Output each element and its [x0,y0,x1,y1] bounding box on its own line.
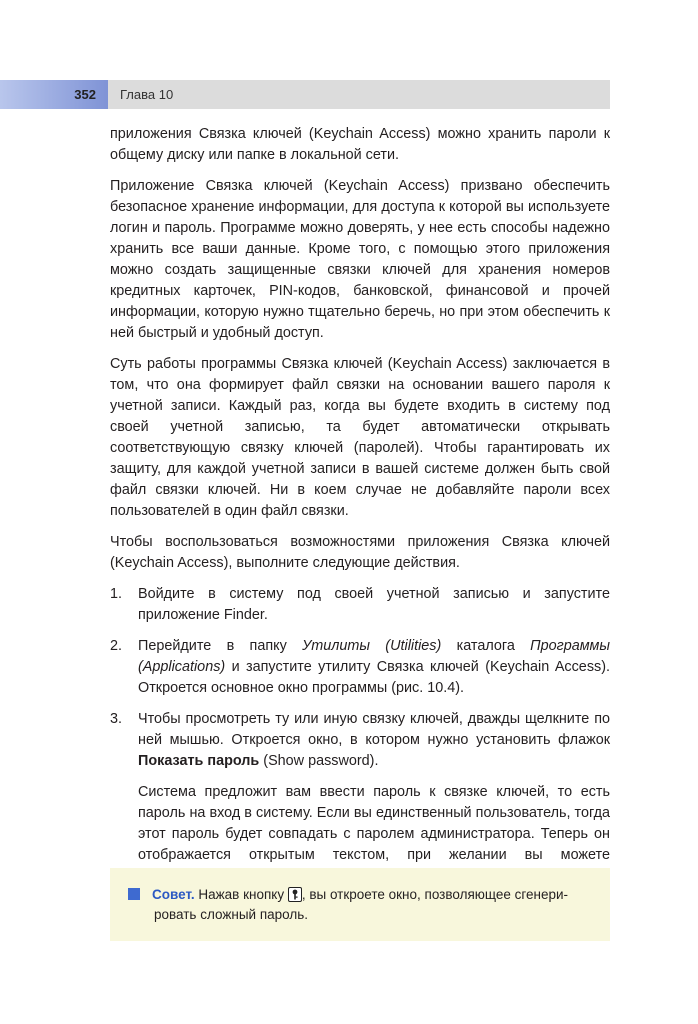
step-3-note: Система предложит вам ввести пароль к связке ключей, то есть пароль на вход в систему. Если вы единственный пользователь, тогда этот пароль будет совпадать с паролем администратора. Теперь он отображается открытым текстом, при желании вы можете [138,784,610,863]
paragraph-2: Приложение Связка ключей (Keychain Access) призвано обеспечить безопасное хранение информации, для доступа к которой вы используете логин и пароль. Программе можно доверять, у нее есть способы надежно хранить все ваши данные. Кроме того, с помощью этого приложения можно создать защищенные связки ключей для хранения номеров кредитных карточек, PIN-кодов, банковской, финансовой и прочей информации, которую нужно тщательно беречь, но при этом обеспечить к ней быстрый и удобный доступ. [110,178,610,341]
show-password-label: Показать пароль [138,753,260,769]
tip-text: Нажав кнопку [194,887,288,902]
step-text: Войдите в систему под своей учетной записью и запустите приложение Finder. [138,586,610,623]
list-item-3 [110,709,610,772]
chapter-title: Глава 10 [108,80,610,109]
key-icon [288,887,302,902]
list-item-1 [110,584,610,626]
page-number: 352 [0,80,108,109]
step-text: Чтобы просмотреть ту или иную связку ключей, дважды щелкните по ней мышью. Откроется окно, в котором нужно установить флажок [138,711,610,748]
tip-marker-icon [128,888,140,900]
steps-list [110,584,610,772]
step-text: Перейдите в папку [138,638,303,654]
paragraph-3: Суть работы программы Связка ключей (Keychain Access) заключается в том, что она формирует файл связки на основании вашего пароля к учетной записи. Каждый раз, когда вы будете входить в систему под своей учетной записью, та будет автоматически открывать соответствующую связку ключей (паролей). Чтобы гарантировать их защиту, для каждой учетной записи в вашей системе должен быть свой файл связки ключей. Ни в коем случае не добавляйте пароли всех пользователей в один файл связки. [110,356,610,519]
step-text: и запустите утилиту Связка ключей (Keychain Access). Откроется основное окно программы (рис. 10.4). [138,659,610,696]
tip-text: , вы откроете окно, позволяющее сгенери- [301,887,569,902]
step-text: каталога [441,638,531,654]
page-content [110,124,610,897]
step-number: 3. [110,711,123,727]
tip-line-2: ровать сложный пароль. [154,907,309,922]
paragraph-1: приложения Связка ключей (Keychain Access) можно хранить пароли к общему диску или папке в локальной сети. [110,126,610,163]
tip-box [110,868,610,941]
tip-line-1 [128,885,594,905]
step-number: 1. [110,586,123,602]
list-item-2 [110,636,610,699]
page-header [0,80,610,109]
utilities-folder-name: Утилиты (Utilities) [302,638,442,654]
step-number: 2. [110,638,123,654]
paragraph-4: Чтобы воспользоваться возможностями приложения Связка ключей (Keychain Access), выполните следующие действия. [110,534,610,571]
tip-label: Совет. [152,887,195,902]
applications-folder-name: Программы (Applications) [138,638,611,675]
step-text: (Show password). [259,753,379,769]
